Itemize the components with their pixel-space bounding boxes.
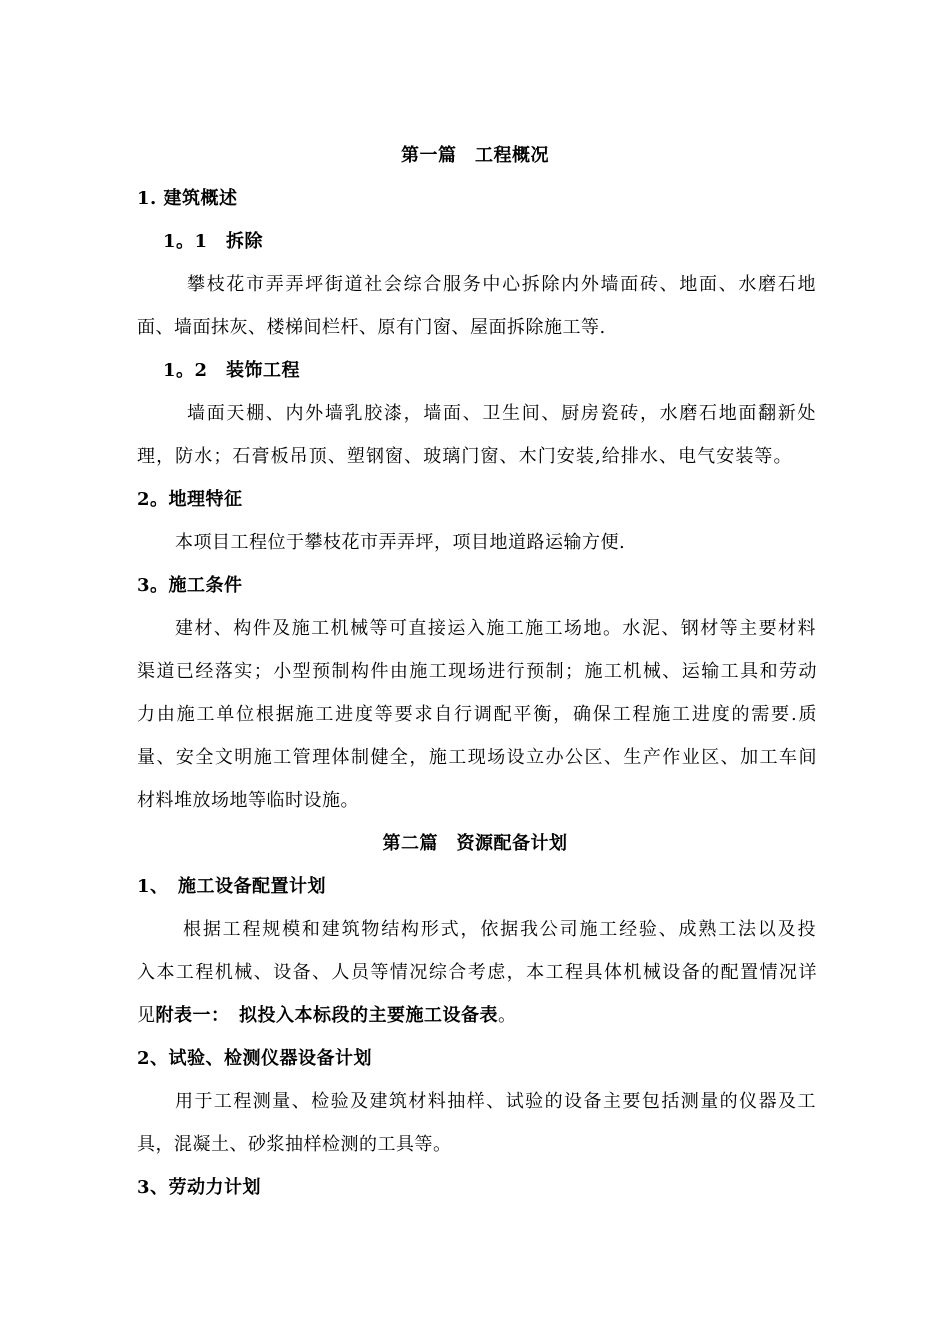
section-1-1-heading: 1。1 拆除: [163, 231, 264, 252]
paragraph-line: 建材、构件及施工机械等可直接运入施工施工场地。水泥、钢材等主要材料: [175, 618, 816, 639]
part2-section-2-heading: 2、试验、检测仪器设备计划: [137, 1048, 373, 1069]
paragraph-line: 面、墙面抹灰、楼梯间栏杆、原有门窗、屋面拆除施工等.: [137, 317, 606, 338]
paragraph-text: 。: [498, 1005, 517, 1026]
section-1-2-heading: 1。2 装饰工程: [163, 360, 301, 381]
paragraph-line: 入本工程机械、设备、人员等情况综合考虑，本工程具体机械设备的配置情况详: [137, 962, 817, 983]
section-2-heading: 2。地理特征: [137, 489, 243, 510]
part2-title: 第二篇 资源配备计划: [382, 833, 568, 854]
paragraph-line: 理，防水；石膏板吊顶、塑钢窗、玻璃门窗、木门安装,给排水、电气安装等。: [137, 446, 792, 467]
paragraph-line: 量、安全文明施工管理体制健全，施工现场设立办公区、生产作业区、加工车间: [137, 747, 817, 768]
paragraph-line: 材料堆放场地等临时设施。: [137, 790, 359, 811]
paragraph-line: 力由施工单位根据施工进度等要求自行调配平衡，确保工程施工进度的需要.质: [137, 704, 817, 725]
part2-section-3-heading: 3、劳动力计划: [137, 1177, 262, 1198]
paragraph-line: 墙面天棚、内外墙乳胶漆，墙面、卫生间、厨房瓷砖，水磨石地面翻新处: [187, 403, 816, 424]
paragraph-line: 本项目工程位于攀枝花市弄弄坪，项目地道路运输方便.: [175, 532, 626, 553]
paragraph-text: 见: [137, 1005, 156, 1026]
paragraph-line: [137, 1004, 817, 1028]
paragraph-line: 具，混凝土、砂浆抽样检测的工具等。: [137, 1134, 452, 1155]
part1-title: 第一篇 工程概况: [401, 145, 549, 166]
part2-section-1-heading: 1、 施工设备配置计划: [137, 876, 327, 897]
paragraph-line: 渠道已经落实；小型预制构件由施工现场进行预制；施工机械、运输工具和劳动: [137, 661, 817, 682]
paragraph-line: 根据工程规模和建筑物结构形式，依据我公司施工经验、成熟工法以及投: [183, 919, 816, 940]
section-3-heading: 3。施工条件: [137, 575, 243, 596]
section-1-heading: 1. 建筑概述: [137, 188, 238, 209]
paragraph-line: 攀枝花市弄弄坪街道社会综合服务中心拆除内外墙面砖、地面、水磨石地: [187, 274, 816, 295]
paragraph-line: 用于工程测量、检验及建筑材料抽样、试验的设备主要包括测量的仪器及工: [175, 1091, 816, 1112]
appendix-reference: 附表一： 拟投入本标段的主要施工设备表: [155, 1005, 498, 1026]
